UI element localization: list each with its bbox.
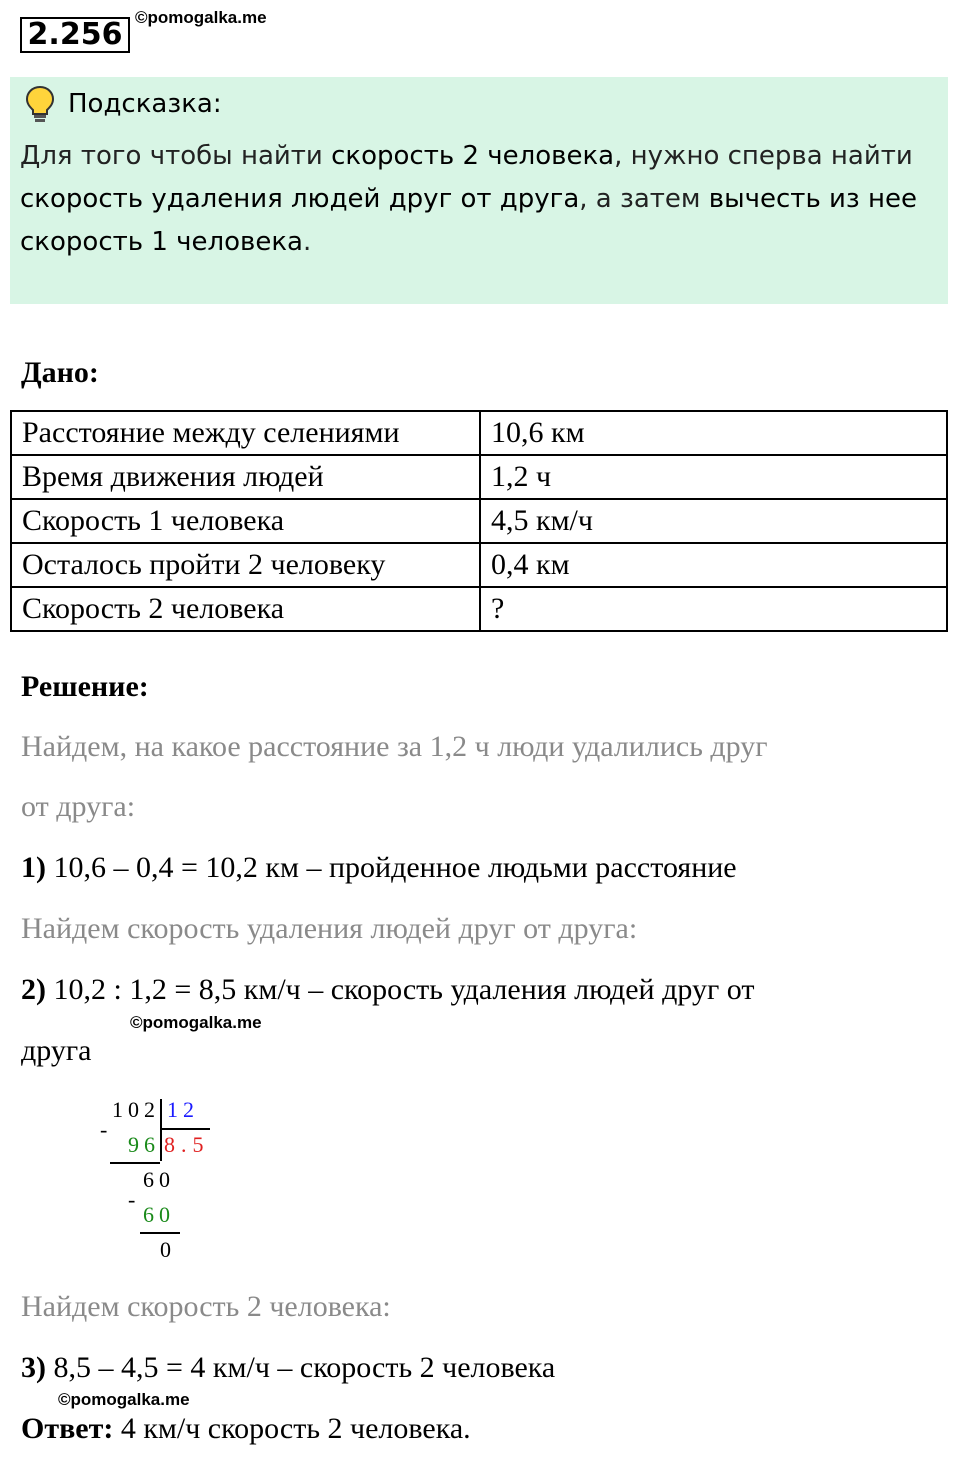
subtrahend-2: 60 [143,1202,175,1227]
table-row: Скорость 2 человека ? [11,587,947,631]
intro-1b: от друга: [21,790,136,823]
step-2a: 2) 10,2 : 1,2 = 8,5 км/ч – скорость удаления людей друг от [21,973,755,1006]
table-row: Расстояние между селениями 10,6 км [11,411,947,455]
table-row: Скорость 1 человека 4,5 км/ч [11,499,947,543]
hint-bold-2: скорость удаления людей друг от друга [20,184,580,214]
solution-label: Решение: [21,670,149,703]
step-1: 1) 10,6 – 0,4 = 10,2 км – пройденное людьми расстояние [21,851,737,884]
hint-title: Подсказка: [68,89,222,119]
subtraction-line-1 [110,1162,160,1164]
remainder-final: 0 [160,1237,176,1262]
remainder-1: 60 [143,1167,175,1192]
answer: Ответ: 4 км/ч скорость 2 человека. [21,1412,471,1445]
table-row: Осталось пройти 2 человеку 0,4 км [11,543,947,587]
problem-number: 2.256 [20,17,130,53]
subtrahend-1: 96 [128,1132,160,1157]
watermark-top: ©pomogalka.me [135,8,267,27]
watermark-middle: ©pomogalka.me [130,1013,262,1032]
hint-bold-1: скорость 2 человека [331,141,615,171]
given-label: Дано: [21,356,99,389]
hint-box [10,77,948,304]
step-3: 3) 8,5 – 4,5 = 4 км/ч – скорость 2 человека [21,1351,556,1384]
quotient: 8.5 [164,1132,210,1157]
intro-2: Найдем скорость удаления людей друг от друга: [21,912,638,945]
dividend: 102 [112,1097,160,1122]
lightbulb-icon [25,85,55,125]
intro-3: Найдем скорость 2 человека: [21,1290,391,1323]
minus-sign-2: - [128,1187,136,1212]
divisor: 12 [167,1097,199,1122]
hint-bold-3: вычесть из нее скорость 1 человека [20,184,918,257]
given-table [10,410,948,632]
division-bar-vertical [160,1099,162,1161]
table-row: Время движения людей 1,2 ч [11,455,947,499]
minus-sign-1: - [100,1117,108,1142]
hint-text: Для того чтобы найти скорость 2 человека, нужно сперва найти скорость удаления людей друг от друга, а затем вычесть из нее скорость 1 человека. [20,141,918,257]
intro-1a: Найдем, на какое расстояние за 1,2 ч люди удалились друг [21,730,768,763]
subtraction-line-2 [140,1232,180,1234]
long-division [95,1095,225,1265]
watermark-bottom: ©pomogalka.me [58,1390,190,1409]
step-2b: друга [21,1034,92,1067]
division-bar-horizontal [162,1128,210,1130]
